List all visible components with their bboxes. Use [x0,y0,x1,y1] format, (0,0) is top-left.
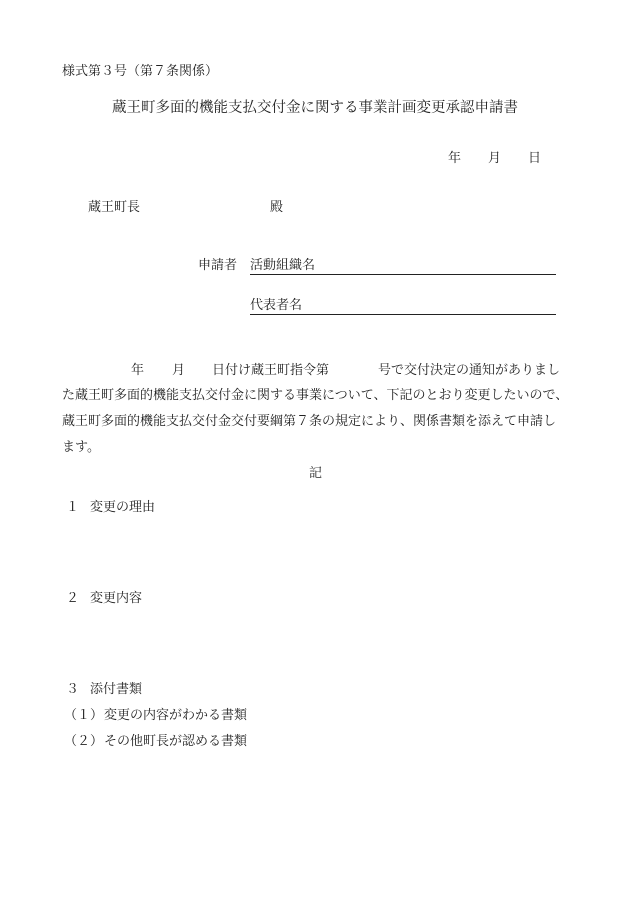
body-line4: ます。 [62,440,100,455]
attachment-1-number: （１） [64,708,104,723]
date-month-label: 月 [488,151,502,166]
representative-label: 代表者名 [250,298,303,313]
org-name-field[interactable] [250,274,556,275]
item2-number: ２ [66,591,80,606]
attachment-1-label: 変更の内容がわかる書類 [104,708,248,723]
form-label: 様式第３号（第７条関係） [62,64,219,79]
attachment-2-label: その他町長が認める書類 [104,734,248,749]
addressee-name: 蔵王町長 [88,200,141,215]
item3-label: 添付書類 [90,682,143,697]
date-year-label: 年 [448,151,462,166]
attachment-2-number: （２） [64,734,104,749]
item2-label: 変更内容 [90,591,143,606]
body-line2: た蔵王町多面的機能支払交付金に関する事業について、下記のとおり変更したいので、 [62,388,569,403]
ki-heading: 記 [309,466,323,481]
body-dated: 日付け蔵王町指令第 [212,363,330,378]
addressee-honorific: 殿 [270,200,284,215]
item1-number: １ [66,500,80,515]
date-day-label: 日 [528,151,542,166]
org-name-label: 活動組織名 [250,258,316,273]
item3-number: ３ [66,682,80,697]
body-month: 月 [172,363,186,378]
body-year: 年 [131,363,145,378]
item1-label: 変更の理由 [90,500,156,515]
applicant-label: 申請者 [198,258,238,273]
body-line3: 蔵王町多面的機能支払交付金交付要綱第７条の規定により、関係書類を添えて申請し [62,414,557,429]
representative-field[interactable] [250,314,556,315]
body-line1-rest: 号で交付決定の通知がありまし [378,363,561,378]
page-title: 蔵王町多面的機能支払交付金に関する事業計画変更承認申請書 [112,100,518,116]
